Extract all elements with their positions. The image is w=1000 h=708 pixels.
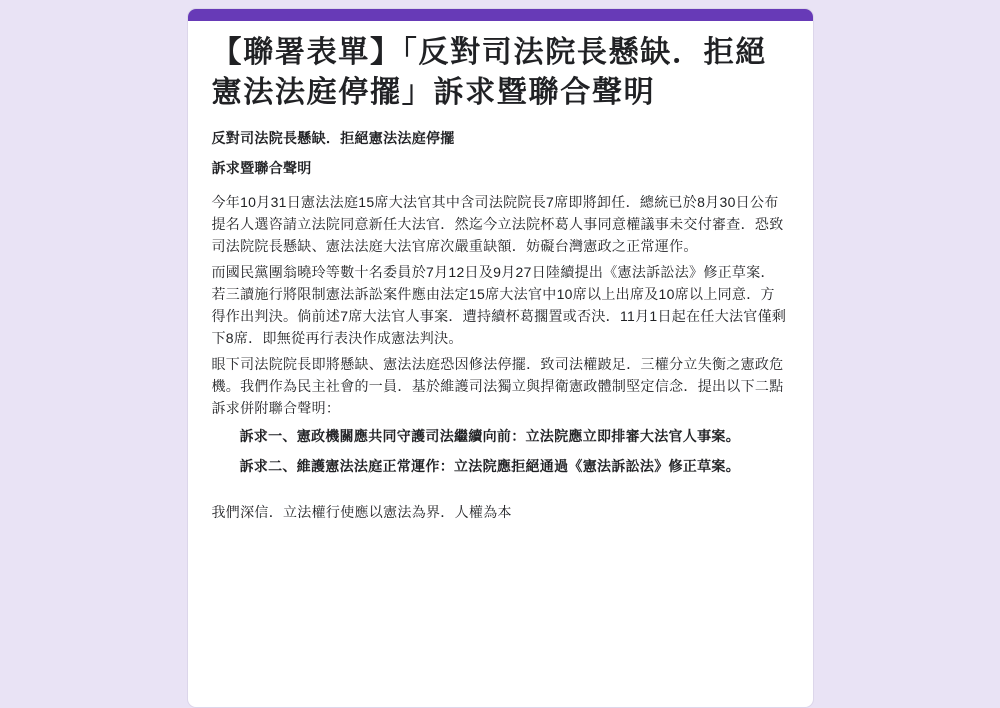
description-paragraph-1: 今年10月31日憲法法庭15席大法官其中含司法院院長7席即將卸任．總統已於8月30日公布提名人選咨請立法院同意新任大法官．然迄今立法院杯葛人事同意權議事未交付審查．恐致司法院院長懸缺、憲法法庭大法官席次嚴重缺額．妨礙台灣憲政之正常運作。: [211, 194, 784, 254]
form-card: [187, 8, 814, 708]
demand-line-2: 訴求二、維護憲法法庭正常運作：立法院應拒絕通過《憲法訴訟法》修正草案。: [239, 458, 740, 474]
description-paragraph-3: 眼下司法院院長即將懸缺、憲法法庭恐因修法停擺．致司法權跛足．三權分立失衡之憲政危機。我們作為民主社會的一員．基於維護司法獨立與捍衛憲政體制堅定信念．提出以下二點訴求併附聯合聲明：: [211, 356, 784, 416]
demand-line-1: 訴求一、憲政機關應共同守護司法繼續向前：立法院應立即排審大法官人事案。: [239, 428, 740, 444]
description-paragraph-2: 而國民黨團翁曉玲等數十名委員於7月12日及9月27日陸續提出《憲法訴訟法》修正草案．若三讀施行將限制憲法訴訟案件應由法定15席大法官中10席以上出席及10席以上同意．方得作出判決。倘前述7席大法官人事案．遭持續杯葛擱置或否決．11月1日起在任大法官僅剩下8席．即無從再行表決作成憲法判決。: [211, 264, 787, 346]
page-background: [0, 8, 1000, 533]
form-title: 【聯署表單】「反對司法院長懸缺．拒絕憲法法庭停擺」訴求暨聯合聲明: [211, 36, 768, 109]
form-header-section: [188, 21, 813, 563]
form-description: [212, 127, 789, 523]
form-accent-bar: [187, 8, 814, 21]
description-closing: 我們深信．立法權行使應以憲法為界．人權為本: [211, 504, 512, 520]
description-heading-1: 反對司法院長懸缺．拒絕憲法法庭停擺: [211, 130, 455, 146]
description-heading-2: 訴求暨聯合聲明: [211, 160, 312, 176]
